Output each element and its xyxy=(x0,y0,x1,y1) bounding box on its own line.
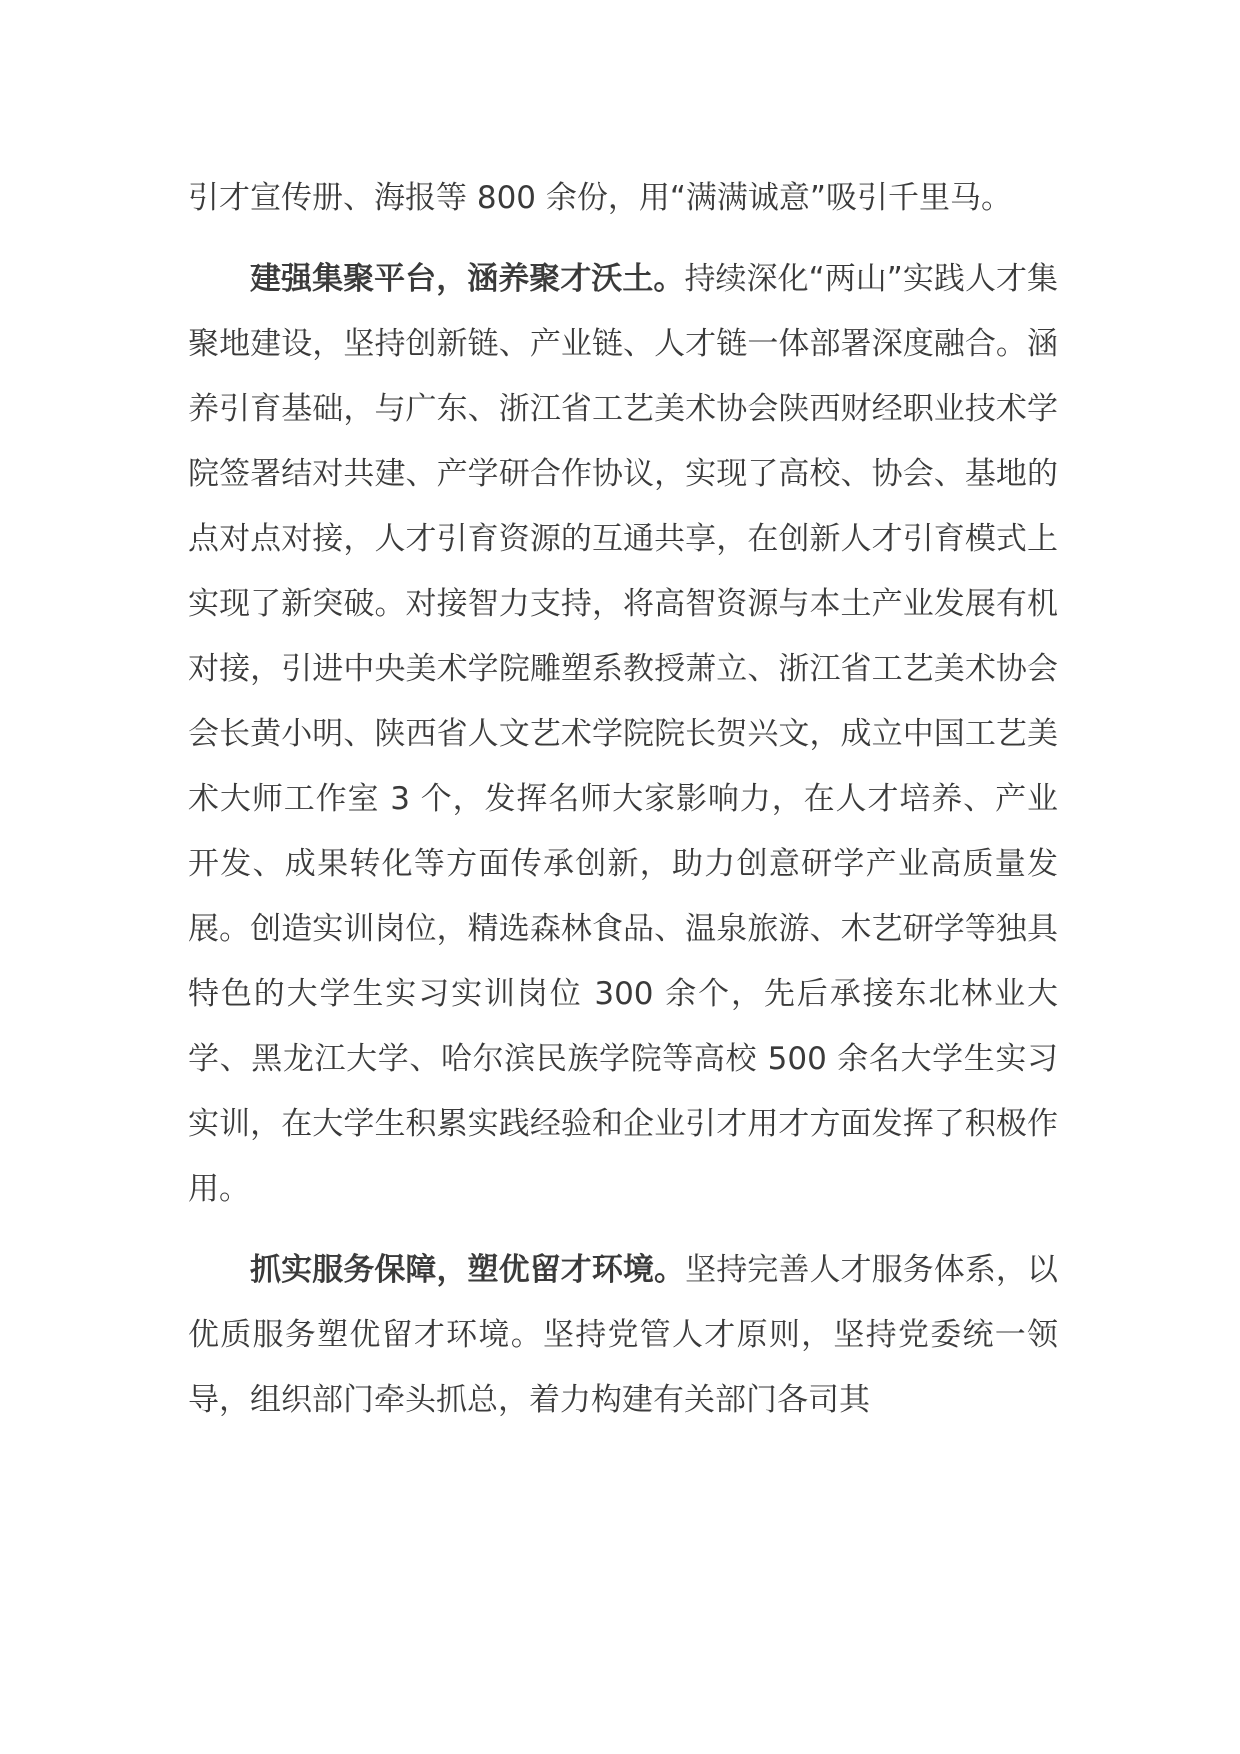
paragraph-platform xyxy=(188,247,1058,1222)
paragraph-lead-heading: 建强集聚平台，涵养聚才沃土。 xyxy=(250,261,685,297)
paragraph-text: 坚持完善人才服务体系，以优质服务塑优留才环境。坚持党管人才原则，坚持党委统一领导，组织部门牵头抓总，着力构建有关部门各司其 xyxy=(188,1252,1059,1418)
paragraph-text: 持续深化“两山”实践人才集聚地建设，坚持创新链、产业链、人才链一体部署深度融合。涵养引育基础，与广东、浙江省工艺美术协会陕西财经职业技术学院签署结对共建、产学研合作协议，实现了高校、协会、基地的点对点对接，人才引育资源的互通共享，在创新人才引育模式上实现了新突破。对接智力支持，将高智资源与本土产业发展有机对接，引进中央美术学院雕塑系教授萧立、浙江省工艺美术协会会长黄小明、陕西省人文艺术学院院长贺兴文，成立中国工艺美术大师工作室 3 个，发挥名师大家影响力，在人才培养、产业开发、成果转化等方面传承创新，助力创意研学产业高质量发展。创造实训岗位，精选森林食品、温泉旅游、木艺研学等独具特色的大学生实习实训岗位 300 余个，先后承接东北林业大学、黑龙江大学、哈尔滨民族学院等高校 500 余名大学生实习实训，在大学生积累实践经验和企业引才用才方面发挥了积极作用。 xyxy=(188,261,1059,1207)
paragraph-lead-heading: 抓实服务保障，塑优留才环境。 xyxy=(250,1252,686,1288)
paragraph-text: 引才宣传册、海报等 800 余份，用“满满诚意”吸引千里马。 xyxy=(188,180,1012,216)
paragraph-continuation xyxy=(188,166,1058,231)
document-body xyxy=(188,166,1058,1449)
paragraph-service xyxy=(188,1238,1058,1433)
